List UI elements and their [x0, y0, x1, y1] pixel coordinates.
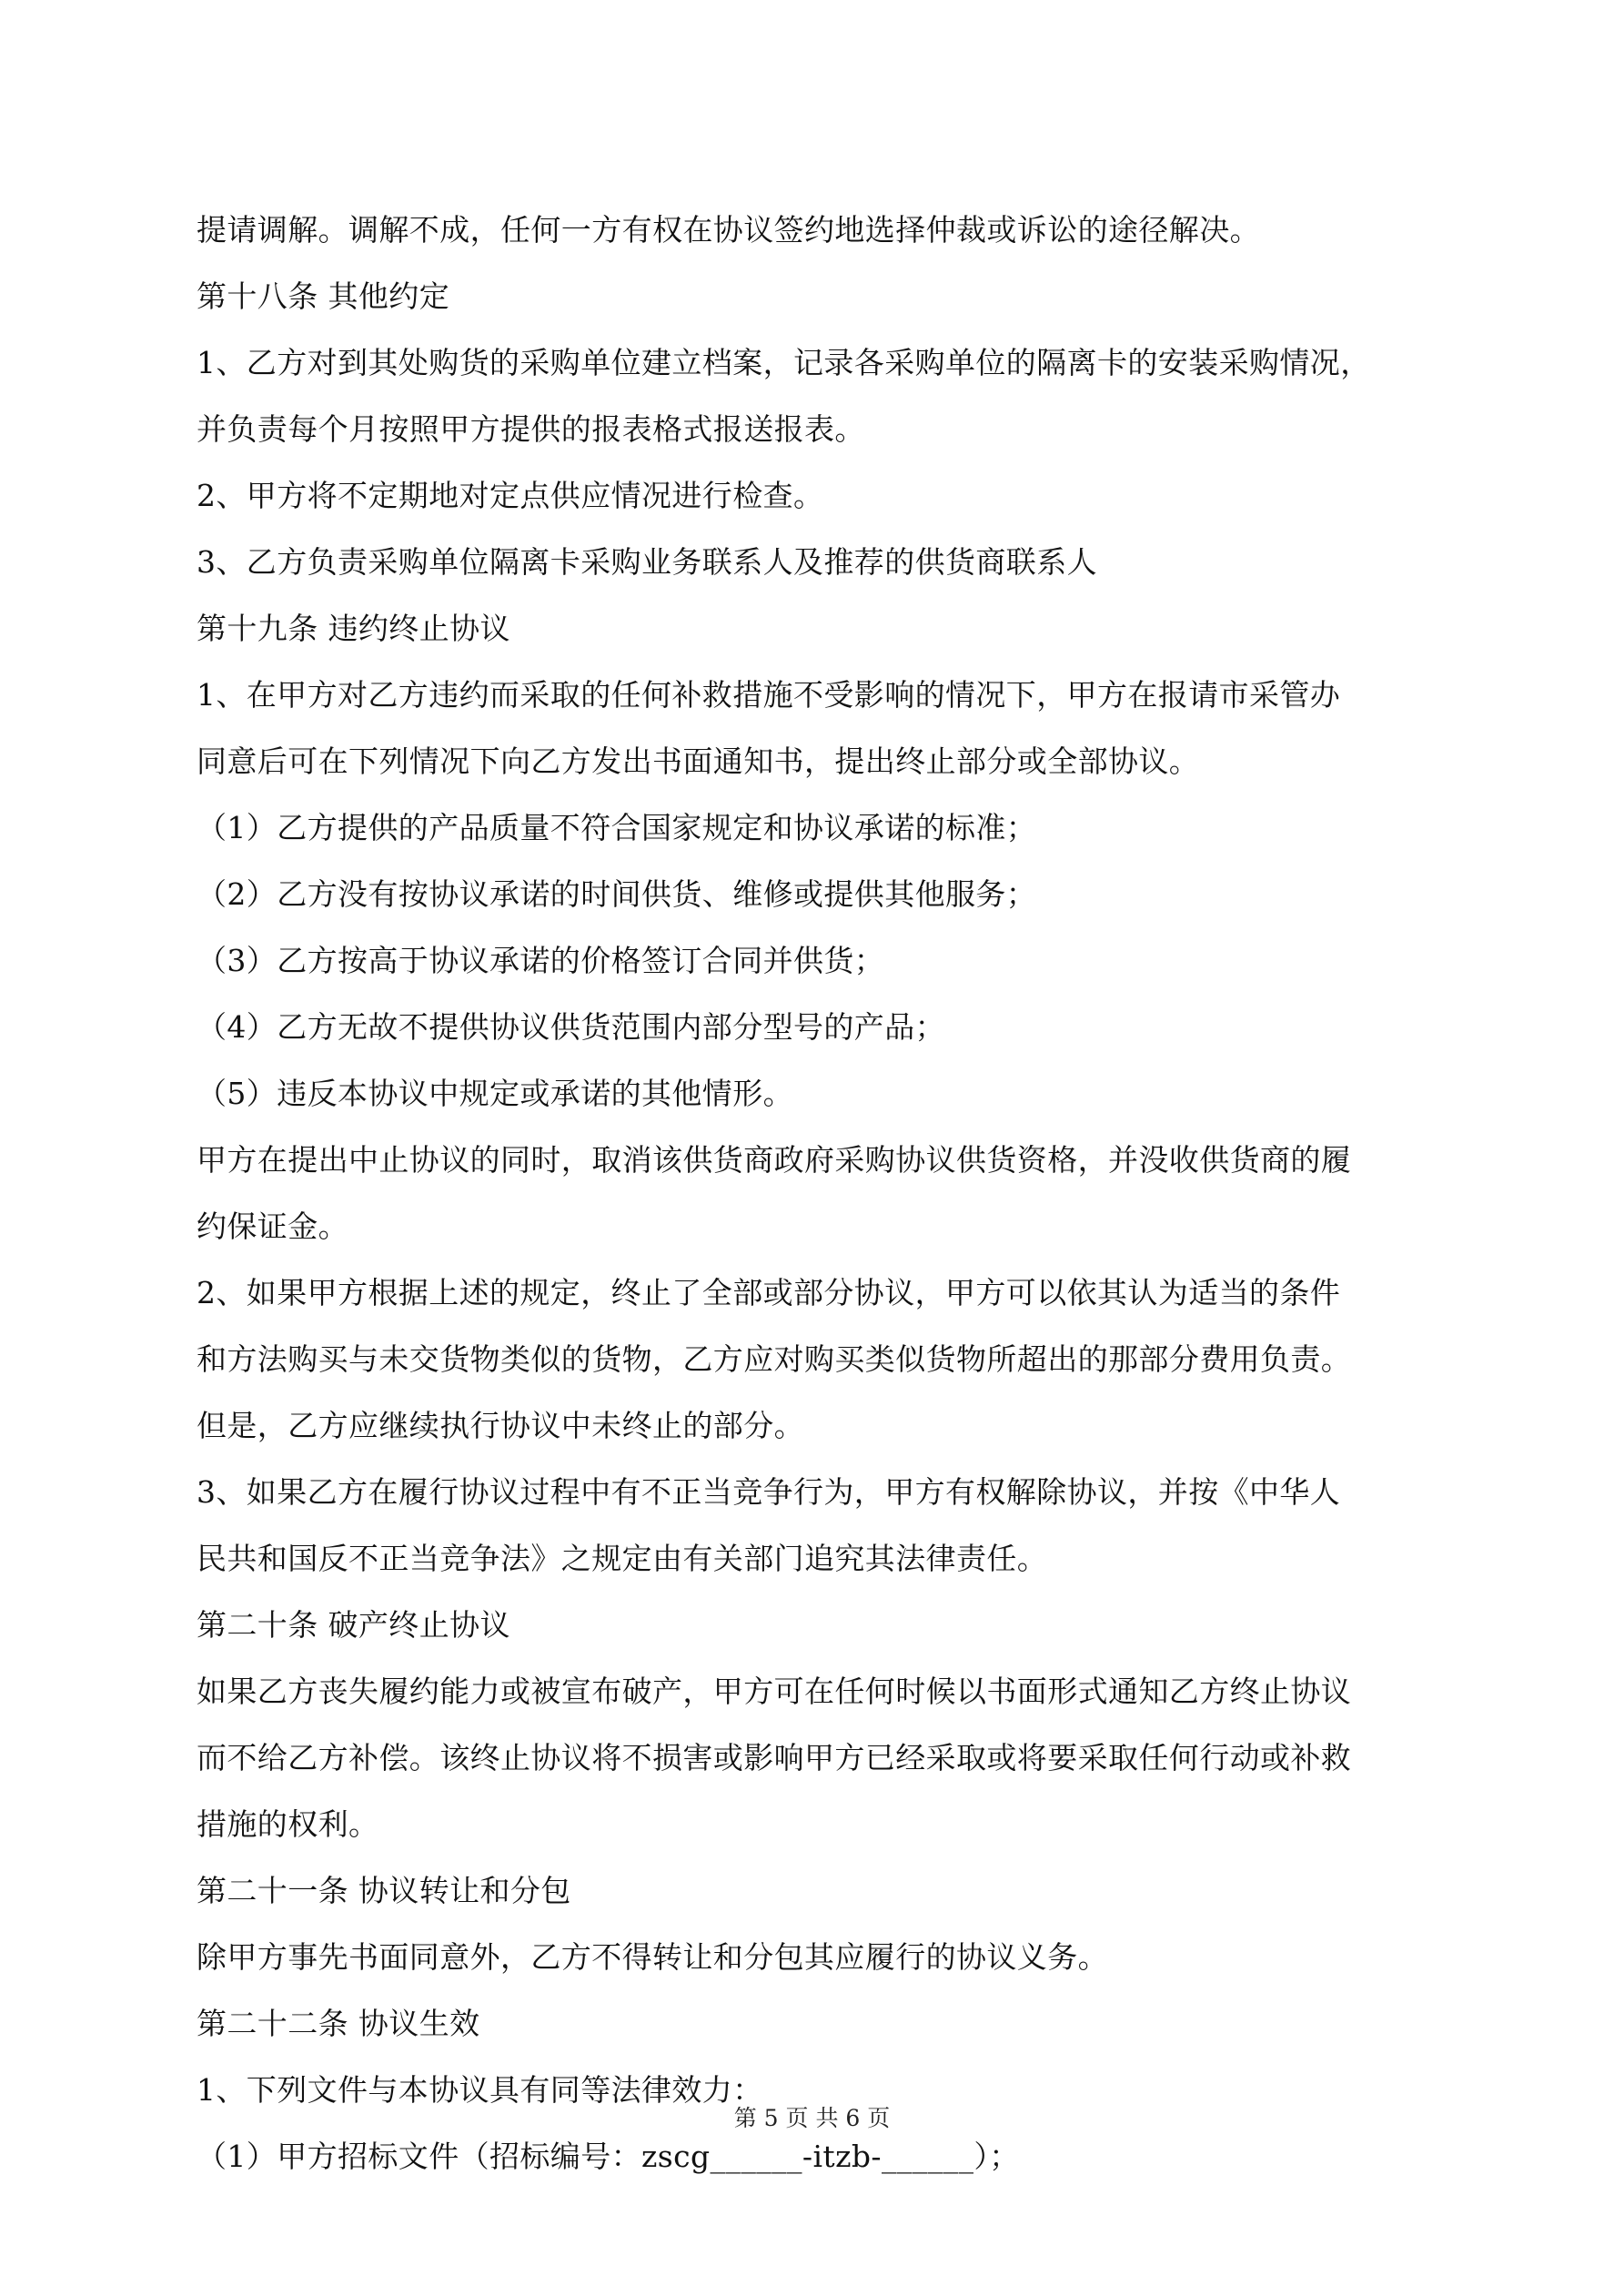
section-heading: 第二十二条 协议生效	[197, 2006, 480, 2041]
text-line: 但是，乙方应继续执行协议中未终止的部分。	[197, 1408, 804, 1443]
text-line: 而不给乙方补偿。该终止协议将不损害或影响甲方已经采取或将要采取任何行动或补救	[197, 1740, 1352, 1775]
text-line: 1、在甲方对乙方违约而采取的任何补救措施不受影响的情况下，甲方在报请市采管办	[197, 677, 1341, 713]
list-item: （2）乙方没有按协议承诺的时间供货、维修或提供其他服务；	[197, 876, 1037, 912]
text-line: 和方法购买与未交货物类似的货物，乙方应对购买类似货物所超出的那部分费用负责。	[197, 1341, 1352, 1377]
text-line: 如果乙方丧失履约能力或被宣布破产，甲方可在任何时候以书面形式通知乙方终止协议	[197, 1674, 1352, 1709]
text-line: 3、如果乙方在履行协议过程中有不正当竞争行为，甲方有权解除协议，并按《中华人	[197, 1474, 1341, 1510]
list-item: （1）乙方提供的产品质量不符合国家规定和协议承诺的标准；	[197, 810, 1037, 845]
text-line: 甲方在提出中止协议的同时，取消该供货商政府采购协议供货资格，并没收供货商的履	[197, 1142, 1352, 1178]
text-line: 2、如果甲方根据上述的规定，终止了全部或部分协议，甲方可以依其认为适当的条件	[197, 1275, 1341, 1310]
text-line: 2、甲方将不定期地对定点供应情况进行检查。	[197, 478, 824, 513]
section-heading: 第十九条 违约终止协议	[197, 611, 510, 646]
text-line: 同意后可在下列情况下向乙方发出书面通知书，提出终止部分或全部协议。	[197, 743, 1200, 779]
section-heading: 第二十条 破产终止协议	[197, 1607, 510, 1643]
text-line: 措施的权利。	[197, 1806, 379, 1842]
page-number-footer: 第 5 页 共 6 页	[733, 2105, 891, 2131]
document-body	[197, 197, 1443, 2190]
list-item: （3）乙方按高于协议承诺的价格签订合同并供货；	[197, 943, 885, 978]
text-line: 1、乙方对到其处购货的采购单位建立档案，记录各采购单位的隔离卡的安装采购情况，	[197, 345, 1371, 380]
text-line: 除甲方事先书面同意外，乙方不得转让和分包其应履行的协议义务。	[197, 1939, 1108, 1975]
text-line: 民共和国反不正当竞争法》之规定由有关部门追究其法律责任。	[197, 1541, 1048, 1576]
text-line: 并负责每个月按照甲方提供的报表格式报送报表。	[197, 411, 865, 447]
section-heading: 第二十一条 协议转让和分包	[197, 1873, 571, 1908]
list-item: （5）违反本协议中规定或承诺的其他情形。	[197, 1076, 793, 1111]
text-line: 提请调解。调解不成，任何一方有权在协议签约地选择仲裁或诉讼的途径解决。	[197, 212, 1260, 248]
text-line: 约保证金。	[197, 1209, 348, 1244]
list-item: （1）甲方招标文件（招标编号：zscg______-itzb-______）；	[197, 2139, 1020, 2174]
text-line: 1、下列文件与本协议具有同等法律效力：	[197, 2072, 763, 2108]
list-item: （4）乙方无故不提供协议供货范围内部分型号的产品；	[197, 1009, 945, 1045]
text-line: 3、乙方负责采购单位隔离卡采购业务联系人及推荐的供货商联系人	[197, 544, 1097, 580]
section-heading: 第十八条 其他约定	[197, 278, 450, 314]
